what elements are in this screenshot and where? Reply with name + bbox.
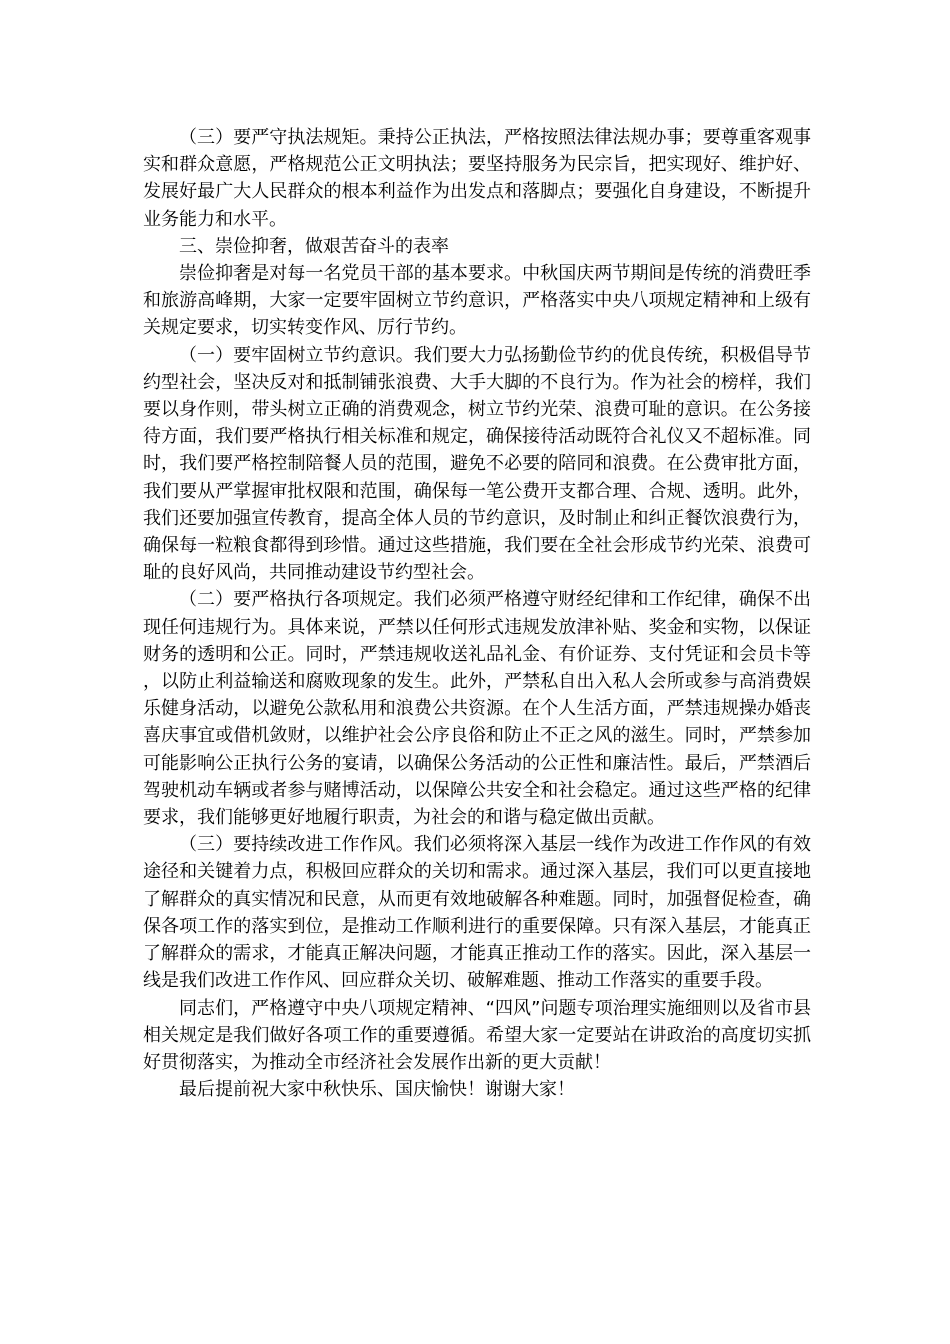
paragraph-closing-appeal: 同志们，严格遵守中央八项规定精神、“四风”问题专项治理实施细则以及省市县相关规定是我们做好各项工作的重要遵循。希望大家一定要站在讲政治的高度切实抓好贯彻落实，为推动全市经济社会发展作出新的更大贡献！	[143, 997, 811, 1073]
paragraph-saving-awareness: （一）要牢固树立节约意识。我们要大力弘扬勤俭节约的优良传统，积极倡导节约型社会，坚决反对和抵制铺张浪费、大手大脚的不良行为。作为社会的榜样，我们要以身作则，带头树立正确的消费观念，树立节约光荣、浪费可耻的意识。在公务接待方面，我们要严格执行相关标准和规定，确保接待活动既符合礼仪又不超标准。同时，我们要严格控制陪餐人员的范围，避免不必要的陪同和浪费。在公费审批方面，我们要从严掌握审批权限和范围，确保每一笔公费开支都合理、合规、透明。此外，我们还要加强宣传教育，提高全体人员的节约意识，及时制止和纠正餐饮浪费行为，确保每一粒粮食都得到珍惜。通过这些措施，我们要在全社会形成节约光荣、浪费可耻的良好风尚，共同推动建设节约型社会。	[143, 344, 811, 584]
paragraph-holiday-greeting: 最后提前祝大家中秋快乐、国庆愉快！谢谢大家！	[179, 1079, 575, 1101]
paragraph-work-style: （三）要持续改进工作作风。我们必须将深入基层一线作为改进工作作风的有效途径和关键着力点，积极回应群众的关切和需求。通过深入基层，我们可以更直接地了解群众的真实情况和民意，从而更有效地破解各种难题。同时，加强督促检查，确保各项工作的落实到位，是推动工作顺利进行的重要保障。只有深入基层，才能真正了解群众的需求，才能真正解决问题，才能真正推动工作的落实。因此，深入基层一线是我们改进工作作风、回应群众关切、破解难题、推动工作落实的重要手段。	[143, 834, 811, 992]
paragraph-frugality-intro: 崇俭抑奢是对每一名党员干部的基本要求。中秋国庆两节期间是传统的消费旺季和旅游高峰期，大家一定要牢固树立节约意识，严格落实中央八项规定精神和上级有关规定要求，切实转变作风、厉行节约。	[143, 263, 811, 339]
paragraph-strict-regulations: （二）要严格执行各项规定。我们必须严格遵守财经纪律和工作纪律，确保不出现任何违规行为。具体来说，严禁以任何形式违规发放津补贴、奖金和实物，以保证财务的透明和公正。同时，严禁违规收送礼品礼金、有价证券、支付凭证和会员卡等，以防止利益输送和腐败现象的发生。此外，严禁私自出入私人会所或参与高消费娱乐健身活动，以避免公款私用和浪费公共资源。在个人生活方面，严禁违规操办婚丧喜庆事宜或借机敛财，以维护社会公序良俗和防止不正之风的滋生。同时，严禁参加可能影响公正执行公务的宴请，以确保公务活动的公正性和廉洁性。最后，严禁酒后驾驶机动车辆或者参与赌博活动，以保障公共安全和社会稳定。通过这些严格的纪律要求，我们能够更好地履行职责，为社会的和谐与稳定做出贡献。	[143, 589, 811, 829]
document-page	[143, 124, 811, 1103]
paragraph-enforcement-rules: （三）要严守执法规矩。秉持公正执法，严格按照法律法规办事；要尊重客观事实和群众意愿，严格规范公正文明执法；要坚持服务为民宗旨，把实现好、维护好、发展好最广大人民群众的根本利益作为出发点和落脚点；要强化自身建设，不断提升业务能力和水平。	[143, 127, 811, 230]
section-heading-frugality: 三、崇俭抑奢，做艰苦奋斗的表率	[179, 235, 449, 257]
